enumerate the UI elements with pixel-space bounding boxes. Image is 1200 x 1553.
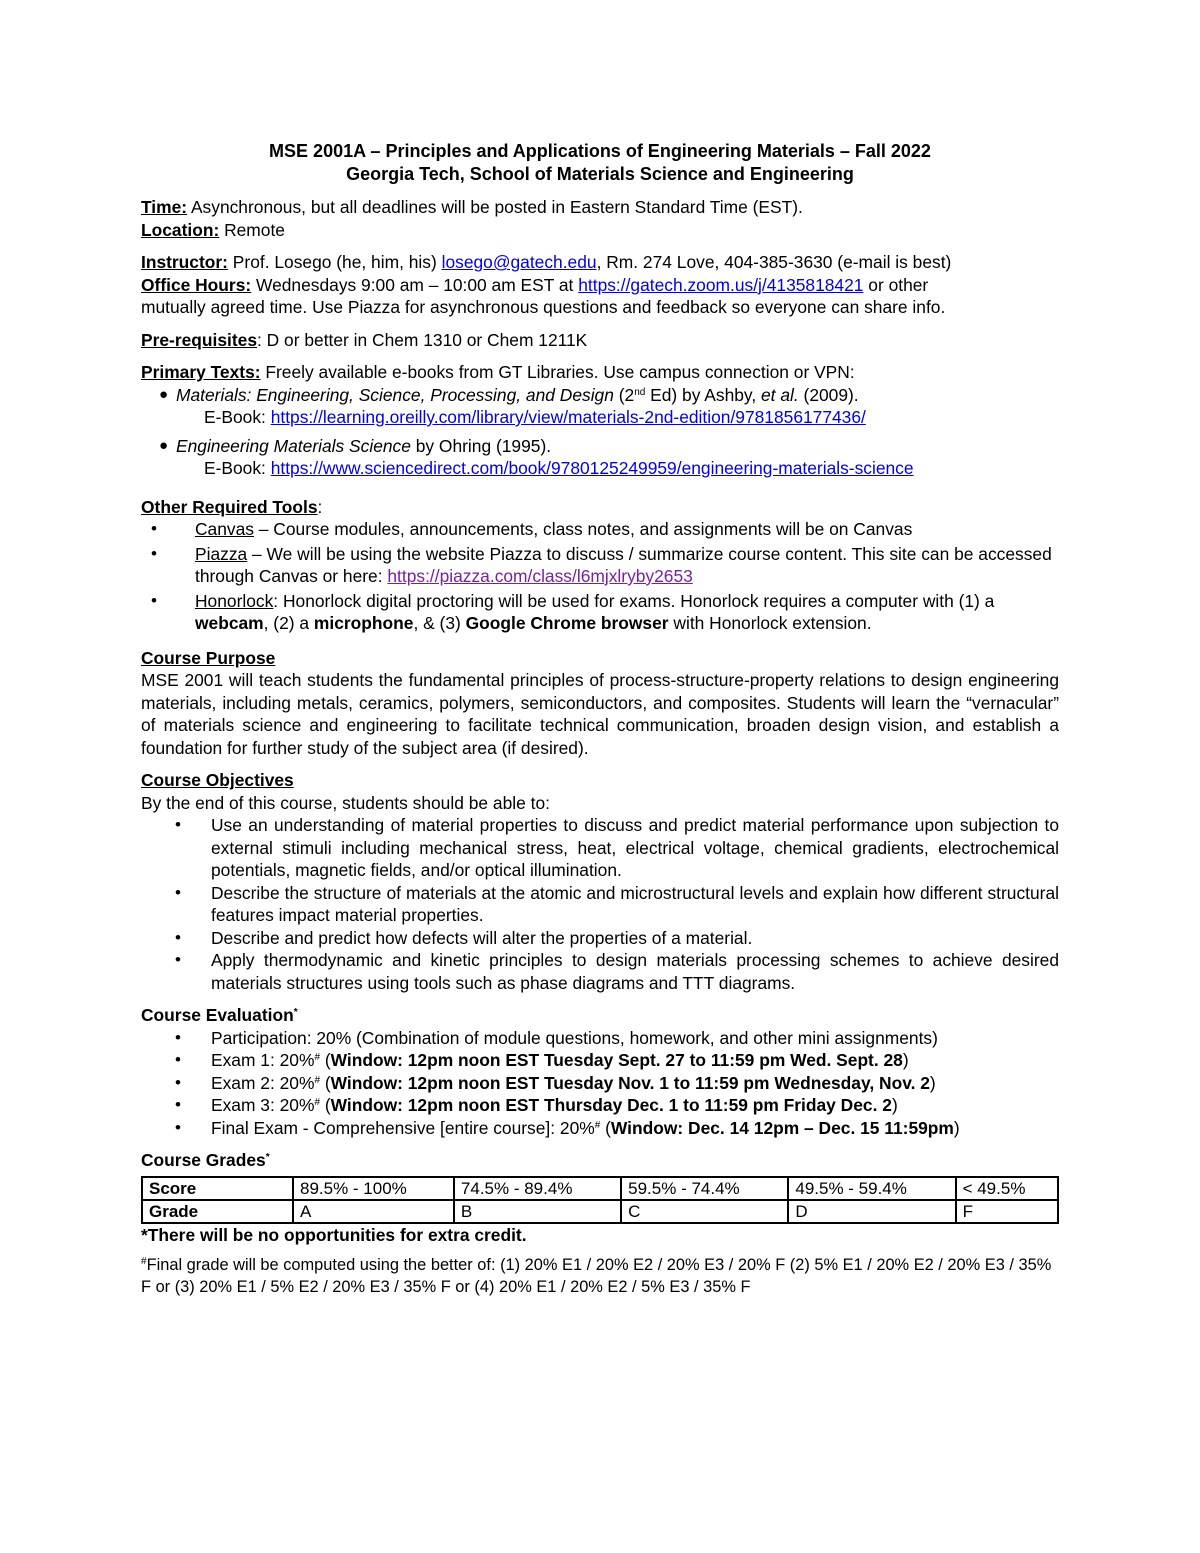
- score-cell: 74.5% - 89.4%: [454, 1177, 621, 1200]
- book2-author: by Ohring (1995).: [410, 435, 552, 456]
- exam1-open: (: [320, 1050, 331, 1070]
- grade-cell: F: [956, 1200, 1058, 1223]
- exam2-open: (: [320, 1072, 331, 1093]
- grade-cell: A: [293, 1200, 454, 1223]
- final-grade-note-sup: #: [141, 1256, 147, 1267]
- honorlock-chrome: Google Chrome browser: [465, 613, 669, 633]
- piazza-link[interactable]: https://piazza.com/class/l6mjxlryby2653: [387, 566, 693, 586]
- final-close: ): [953, 1117, 960, 1138]
- course-title: MSE 2001A – Principles and Applications of Engineering Materials – Fall 2022: [269, 141, 931, 161]
- objectives-intro: By the end of this course, students should be able to:: [141, 792, 550, 813]
- list-item: [141, 927, 1059, 950]
- book1-ebook-link[interactable]: https://learning.oreilly.com/library/view/materials-2nd-edition/9781856177436/: [270, 407, 866, 427]
- final-grade-note: [141, 1254, 1059, 1298]
- grades-heading-sup: *: [265, 1152, 270, 1163]
- list-item: [141, 882, 1059, 927]
- final-text: Final Exam - Comprehensive [entire course]: 20%: [211, 1117, 595, 1138]
- bullet-icon: •: [175, 950, 181, 969]
- time-line: [141, 196, 1059, 219]
- book2-line: [176, 435, 1059, 458]
- book2-ebook-label: E-Book:: [204, 458, 271, 478]
- objective-text: Describe and predict how defects will alter the properties of a material.: [211, 927, 753, 948]
- exam1-window: Window: 12pm noon EST Tuesday Sept. 27 to 11:59 pm Wed. Sept. 28: [330, 1050, 903, 1070]
- purpose-text: MSE 2001 will teach students the fundamental principles of process-structure-property relations to design engineering materials, including metals, ceramics, polymers, semiconductors, and composites. Students will learn the “vernacular” of materials science and engineering to facilitate technical communication, broaden design vision, and establish a foundation for further study of the subject area (if desired).: [141, 670, 1059, 758]
- book1-etal: et al.: [761, 384, 799, 405]
- list-item: [141, 1049, 1059, 1072]
- piazza-name: Piazza: [195, 543, 248, 564]
- time-label: Time:: [141, 197, 188, 217]
- list-item: [141, 590, 1059, 635]
- bullet-icon: •: [175, 815, 181, 834]
- office-hours-line2: mutually agreed time. Use Piazza for asynchronous questions and feedback so everyone can share info.: [141, 297, 946, 317]
- office-hours-label: Office Hours:: [141, 274, 252, 295]
- canvas-name: Canvas: [195, 519, 254, 539]
- bullet-icon: •: [175, 1117, 181, 1137]
- instructor-label: Instructor:: [141, 252, 228, 272]
- objectives-heading: Course Objectives: [141, 770, 294, 790]
- honorlock-name: Honorlock: [195, 590, 274, 611]
- tools-label: Other Required Tools: [141, 496, 318, 517]
- tools-heading: [141, 496, 1059, 519]
- grade-cell: C: [621, 1200, 788, 1223]
- syllabus-page: [141, 140, 1059, 1298]
- zoom-link[interactable]: https://gatech.zoom.us/j/4135818421: [578, 274, 864, 295]
- final-grade-note-text: Final grade will be computed using the better of: (1) 20% E1 / 20% E2 / 20% E3 / 20% F (2) 5% E1 / 20% E2 / 20% E3 / 35% F or (3) 20% E1 / 5% E2 / 20% E3 / 35% F or (4) 20% E1 / 20% E2 / 5% E3 / 35% F: [141, 1256, 1052, 1296]
- honorlock-mid1: , (2) a: [263, 613, 314, 633]
- list-item: [141, 1027, 1059, 1050]
- list-item: [141, 949, 1059, 994]
- primary-texts-label: Primary Texts:: [141, 362, 261, 382]
- list-item: [141, 518, 1059, 541]
- time-text: Asynchronous, but all deadlines will be posted in Eastern Standard Time (EST).: [187, 197, 803, 217]
- instructor-post: , Rm. 274 Love, 404-385-3630 (e-mail is best): [596, 252, 952, 272]
- purpose-heading: Course Purpose: [141, 647, 276, 668]
- exam2-dagger: #: [314, 1074, 320, 1086]
- book1-author: Ed) by Ashby,: [645, 384, 761, 405]
- list-item: [141, 1094, 1059, 1117]
- exam1-dagger: #: [314, 1052, 320, 1063]
- list-item: [141, 435, 1059, 480]
- bullet-icon: ●: [159, 436, 169, 454]
- objective-text: Describe the structure of materials at the atomic and microstructural levels and explain how different structural features impact material properties.: [211, 882, 1059, 925]
- participation-text: Participation: 20% (Combination of module questions, homework, and other mini assignments): [211, 1027, 938, 1048]
- book1-ebook-line: [176, 406, 1059, 429]
- canvas-text: – Course modules, announcements, class notes, and assignments will be on Canvas: [253, 519, 913, 539]
- score-cell: 49.5% - 59.4%: [788, 1177, 955, 1200]
- instructor-pre: Prof. Losego (he, him, his): [227, 252, 442, 272]
- bullet-icon: •: [175, 1072, 181, 1092]
- list-item: [141, 384, 1059, 429]
- bullet-icon: •: [175, 927, 181, 947]
- book1-edition: (2: [613, 384, 635, 405]
- primary-texts-line: [141, 361, 1059, 384]
- grade-cell: B: [454, 1200, 621, 1223]
- prereq-text: : D or better in Chem 1310 or Chem 1211K: [257, 329, 588, 350]
- honorlock-text: : Honorlock digital proctoring will be used for exams. Honorlock requires a computer with (1) a: [273, 590, 995, 611]
- evaluation-heading-text: Course Evaluation: [141, 1005, 294, 1025]
- list-item: [141, 1117, 1059, 1140]
- book1-ebook-label: E-Book:: [204, 407, 271, 427]
- honorlock-mic: microphone: [313, 613, 414, 633]
- tools-list: [141, 518, 1059, 635]
- prereq-line: [141, 329, 1059, 352]
- exam2-window: Window: 12pm noon EST Tuesday Nov. 1 to 11:59 pm Wednesday, Nov. 2: [330, 1072, 930, 1093]
- office-hours-post: or other: [863, 274, 929, 295]
- table-row: [142, 1177, 1058, 1200]
- book2-ebook-link[interactable]: https://www.sciencedirect.com/book/9780125249959/engineering-materials-science: [270, 458, 914, 478]
- bullet-icon: •: [151, 519, 157, 538]
- exam3-close: ): [891, 1095, 898, 1115]
- list-item: [141, 814, 1059, 882]
- bullet-icon: •: [175, 1095, 181, 1114]
- book1-line: [176, 384, 1059, 407]
- exam3-window: Window: 12pm noon EST Thursday Dec. 1 to 11:59 pm Friday Dec. 2: [330, 1095, 892, 1115]
- honorlock-mid2: , & (3): [413, 613, 466, 633]
- list-item: [141, 543, 1059, 588]
- final-dagger: #: [594, 1119, 601, 1131]
- evaluation-list: [141, 1027, 1059, 1140]
- score-cell: 59.5% - 74.4%: [621, 1177, 788, 1200]
- book1-title: Materials: Engineering, Science, Processing, and Design: [176, 384, 614, 405]
- grades-heading: [141, 1149, 1059, 1172]
- grades-table: [141, 1176, 1059, 1224]
- exam2-close: ): [929, 1072, 936, 1093]
- objective-text: Use an understanding of material properties to discuss and predict material performance upon subjection to external stimuli including mechanical stress, heat, electrical voltage, chemical gradients, electrochemical potentials, magnetic fields, and/or optical illumination.: [211, 815, 1059, 880]
- exam2-text: Exam 2: 20%: [211, 1072, 315, 1093]
- grade-cell: D: [788, 1200, 955, 1223]
- evaluation-heading: [141, 1004, 1059, 1027]
- grades-heading-text: Course Grades: [141, 1150, 266, 1170]
- exam3-dagger: #: [314, 1097, 320, 1108]
- final-window: Window: Dec. 14 12pm – Dec. 15 11:59pm: [610, 1117, 954, 1138]
- score-cell: 89.5% - 100%: [293, 1177, 454, 1200]
- exam3-text: Exam 3: 20%: [211, 1095, 315, 1115]
- book1-edition-sup: nd: [634, 386, 646, 398]
- instructor-email-link[interactable]: losego@gatech.edu: [441, 252, 597, 272]
- bullet-icon: •: [175, 1050, 181, 1069]
- exam3-open: (: [320, 1095, 331, 1115]
- exam1-text: Exam 1: 20%: [211, 1050, 315, 1070]
- bullet-icon: •: [175, 1027, 181, 1047]
- honorlock-end: with Honorlock extension.: [668, 613, 872, 633]
- book2-ebook-line: [176, 457, 1059, 480]
- bullet-icon: •: [175, 882, 181, 902]
- primary-texts-intro: Freely available e-books from GT Libraries. Use campus connection or VPN:: [260, 362, 855, 382]
- extra-credit-note: *There will be no opportunities for extra credit.: [141, 1224, 527, 1245]
- grade-header-cell: Grade: [142, 1200, 293, 1223]
- exam1-close: ): [902, 1050, 909, 1070]
- location-line: [141, 219, 1059, 242]
- book1-year: (2009).: [798, 384, 859, 405]
- school-title: Georgia Tech, School of Materials Science and Engineering: [346, 164, 854, 184]
- list-item: [141, 1072, 1059, 1095]
- objectives-list: [141, 814, 1059, 994]
- prereq-label: Pre-requisites: [141, 329, 257, 350]
- office-hours-line: [141, 274, 1059, 297]
- score-header-cell: Score: [142, 1177, 293, 1200]
- honorlock-webcam: webcam: [195, 613, 264, 633]
- primary-texts-list: [141, 384, 1059, 480]
- tools-colon: :: [317, 496, 323, 517]
- location-label: Location:: [141, 219, 220, 240]
- objective-text: Apply thermodynamic and kinetic principles to design materials processing schemes to achieve desired materials structures using tools such as phase diagrams and TTT diagrams.: [211, 950, 1059, 993]
- instructor-line: [141, 251, 1059, 274]
- location-text: Remote: [219, 219, 285, 240]
- score-cell: < 49.5%: [956, 1177, 1058, 1200]
- office-hours-pre: Wednesdays 9:00 am – 10:00 am EST at: [251, 274, 579, 295]
- bullet-icon: ●: [159, 385, 169, 403]
- book2-title: Engineering Materials Science: [176, 435, 411, 456]
- bullet-icon: •: [151, 590, 157, 610]
- bullet-icon: •: [151, 543, 157, 563]
- evaluation-heading-sup: *: [293, 1007, 298, 1018]
- final-open: (: [600, 1117, 611, 1138]
- piazza-text: – We will be using the website Piazza to discuss / summarize course content. This site can be accessed through Canvas or here:: [195, 543, 1052, 586]
- table-row: [142, 1200, 1058, 1223]
